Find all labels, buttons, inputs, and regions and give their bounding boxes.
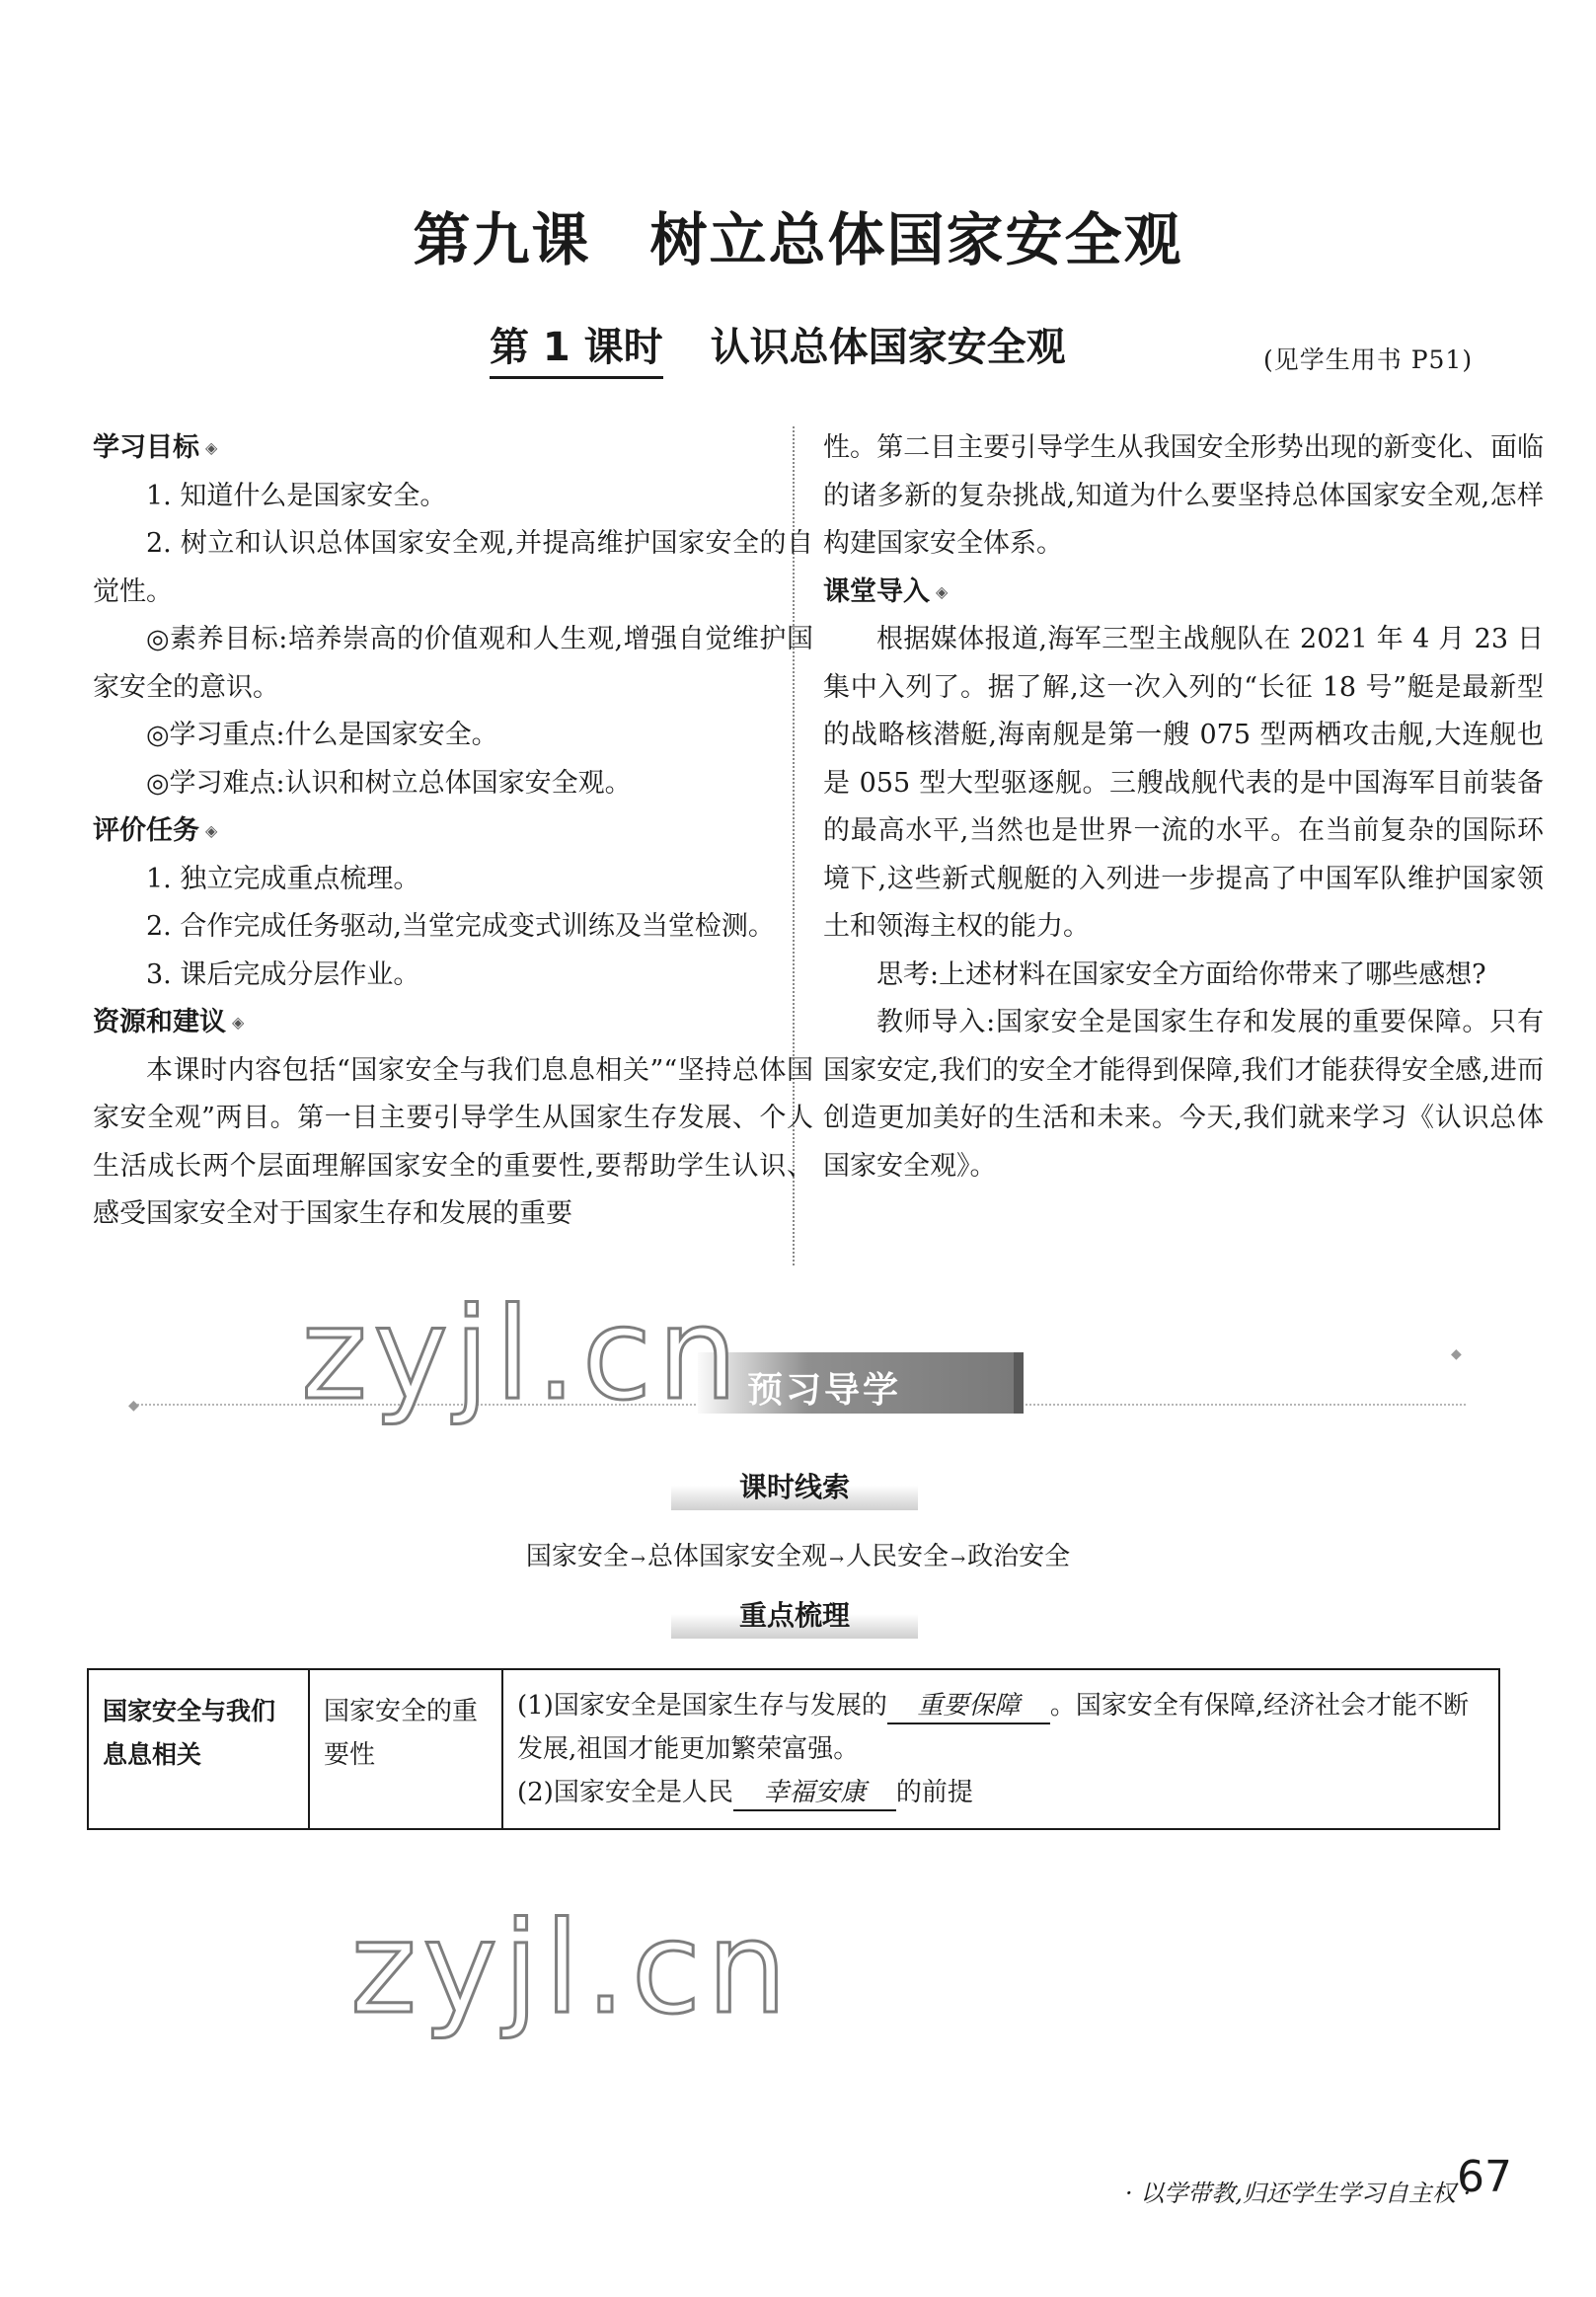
goal-item: 2. 树立和认识总体国家安全观,并提高维护国家安全的自觉性。 — [93, 528, 813, 607]
goal-item: ◎学习重点:什么是国家安全。 — [146, 720, 498, 750]
lesson-title — [490, 316, 1066, 379]
table-row — [88, 1669, 1499, 1829]
arrow-right-icon: → — [950, 1549, 966, 1570]
tasks-heading: 评价任务 ◈ — [93, 815, 218, 846]
clue-flow — [0, 1536, 1596, 1572]
goals-heading: 学习目标 ◈ — [93, 432, 218, 463]
diamond-icon: ◈ — [205, 438, 218, 458]
arrow-right-icon: → — [828, 1549, 845, 1570]
flow-step: 人民安全 — [846, 1542, 950, 1571]
diamond-icon: ◆ — [128, 1398, 139, 1414]
summary-line: (1)国家安全是国家生存与发展的 重要保障 。国家安全有保障,经济社会才能不断发展,祖国才能更加繁荣富强。 — [517, 1691, 1470, 1764]
teacher-intro: 教师导入:国家安全是国家生存和发展的重要保障。只有国家安定,我们的安全才能得到保障,我们才能获得安全感,进而创造更加美好的生活和未来。今天,我们就来学习《认识总体国家安全观》。 — [823, 1007, 1544, 1182]
subtopic-cell: 国家安全的重要性 — [309, 1669, 502, 1829]
summary-table — [87, 1668, 1500, 1830]
flow-step: 政治安全 — [967, 1542, 1071, 1571]
right-column — [823, 424, 1544, 1190]
task-item: 3. 课后完成分层作业。 — [146, 958, 420, 990]
task-item: 1. 独立完成重点梳理。 — [146, 863, 420, 894]
clue-heading: 课时线索 — [671, 1465, 918, 1510]
task-item: 2. 合作完成任务驱动,当堂完成变式训练及当堂检测。 — [146, 911, 775, 942]
footer-motto: · 以学带教,归还学生学习自主权 · — [1125, 2180, 1472, 2207]
arrow-right-icon: → — [630, 1549, 646, 1570]
intro-heading: 课堂导入 ◈ — [823, 575, 949, 607]
watermark: zyjl.cn — [301, 1281, 744, 1428]
goal-item: ◎学习难点:认识和树立总体国家安全观。 — [146, 767, 632, 799]
goal-item: ◎素养目标:培养崇高的价值观和人生观,增强自觉维护国家安全的意识。 — [93, 624, 813, 703]
resources-heading: 资源和建议 ◈ — [93, 1007, 245, 1037]
flow-step: 总体国家安全观 — [646, 1542, 827, 1571]
flow-step: 国家安全 — [525, 1542, 629, 1571]
resources-text-continued: 性。第二目主要引导学生从我国安全形势出现的新变化、面临的诸多新的复杂挑战,知道为什么要坚持总体国家安全观,怎样构建国家安全体系。 — [823, 432, 1544, 559]
answer-blank[interactable]: 幸福安康 — [733, 1776, 896, 1811]
intro-question: 思考:上述材料在国家安全方面给你带来了哪些感想? — [876, 958, 1486, 990]
intro-paragraph: 根据媒体报道,海军三型主战舰队在 2021 年 4 月 23 日集中入列了。据了解,这一次入列的“长征 18 号”艇是最新型的战略核潜艇,海南舰是第一艘 075 型两栖攻击舰,大连舰也是 055 型大型驱逐舰。三艘战舰代表的是中国海军目前装备的最高水平,当然也是世界一流的水平。在当前复杂的国际环境下,这些新式舰艇的入列进一步提高了中国军队维护国家领土和领海主权的能力。 — [823, 624, 1544, 942]
diamond-icon: ◆ — [1451, 1346, 1462, 1362]
section-banner — [698, 1352, 1024, 1414]
summary-heading: 重点梳理 — [671, 1593, 918, 1639]
page-number: 67 — [1457, 2152, 1512, 2202]
banner-label: 预习导学 — [747, 1370, 902, 1411]
lesson-number: 第 1 课时 — [490, 316, 663, 379]
goal-item: 1. 知道什么是国家安全。 — [146, 480, 447, 511]
topic-cell: 国家安全与我们息息相关 — [88, 1669, 309, 1829]
watermark: zyjl.cn — [350, 1895, 794, 2042]
student-book-reference: (见学生用书 P51) — [1263, 345, 1474, 374]
content-cell — [502, 1669, 1499, 1829]
resources-text: 本课时内容包括“国家安全与我们息息相关”“坚持总体国家安全观”两目。第一目主要引导学生从国家生存发展、个人生活成长两个层面理解国家安全的重要性,要帮助学生认识、感受国家安全对于国家生存和发展的重要 — [93, 1054, 813, 1229]
chapter-title: 第九课 树立总体国家安全观 — [413, 206, 1183, 273]
summary-line: (2)国家安全是人民 幸福安康 的前提 — [517, 1771, 1484, 1814]
answer-blank[interactable]: 重要保障 — [887, 1689, 1050, 1724]
lesson-name: 认识总体国家安全观 — [710, 325, 1066, 370]
diamond-icon: ◈ — [205, 821, 218, 841]
diamond-icon: ◈ — [936, 581, 949, 601]
left-column — [93, 424, 813, 1239]
diamond-icon: ◈ — [232, 1013, 245, 1033]
